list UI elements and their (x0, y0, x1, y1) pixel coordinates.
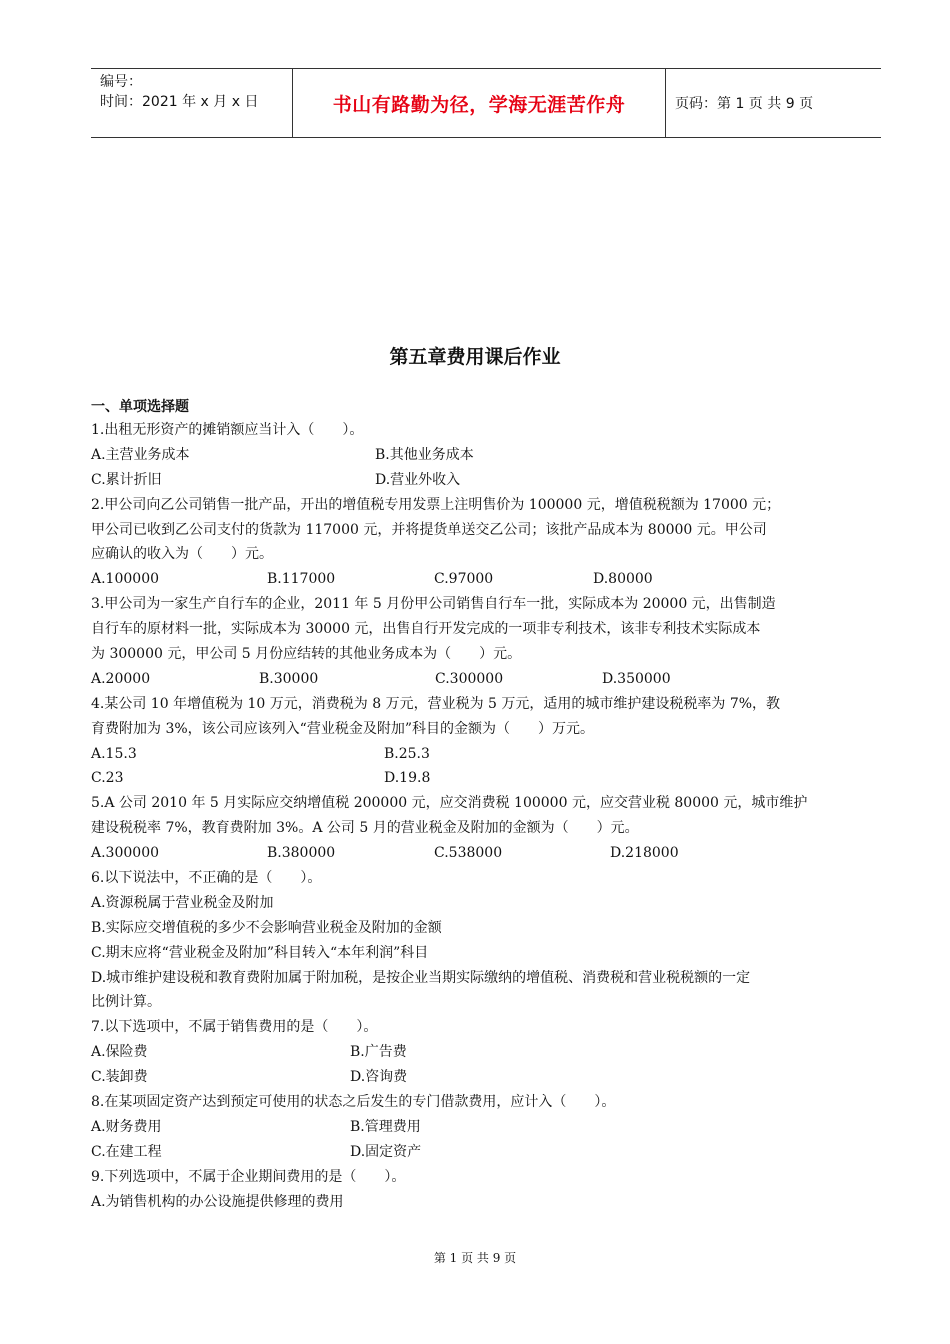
question-4-option-c: C.23 (91, 770, 124, 787)
question-6-option-c: C.期末应将“营业税金及附加”科目转入“本年利润”科目 (91, 944, 429, 961)
question-9-stem: 9.下列选项中，不属于企业期间费用的是（ ）。 (91, 1168, 406, 1185)
question-3-line-1: 3.甲公司为一家生产自行车的企业，2011 年 5 月份甲公司销售自行车一批，实际成本为 20000 元，出售制造 (91, 596, 776, 613)
question-6-option-a: A.资源税属于营业税金及附加 (91, 894, 274, 911)
question-4-options-row-1 (91, 742, 883, 767)
question-3-option-d: D.350000 (602, 670, 671, 687)
question-3-option-a: A.20000 (91, 670, 151, 687)
question-2-line-3: 应确认的收入为（ ）元。 (91, 546, 273, 563)
document-time-label: 时间：2021 年 x 月 x 日 (100, 94, 259, 110)
question-7-option-d: D.咨询费 (350, 1069, 408, 1086)
question-8-option-b: B.管理费用 (350, 1118, 421, 1135)
question-2-option-a: A.100000 (91, 571, 160, 588)
question-5-option-a: A.300000 (91, 845, 160, 862)
question-6-option-d-line-2: 比例计算。 (91, 994, 161, 1011)
question-5-option-b: B.380000 (267, 845, 336, 862)
question-3-options (91, 667, 883, 692)
question-1-option-a: A.主营业务成本 (91, 446, 190, 463)
question-5-option-d: D.218000 (610, 845, 679, 862)
question-4-option-b: B.25.3 (384, 745, 430, 762)
question-1-options-row-1 (91, 443, 883, 468)
header-info-cell (91, 69, 293, 137)
question-4-line-1: 4.某公司 10 年增值税为 10 万元，消费税为 8 万元，营业税为 5 万元，适用的城市维护建设税税率为 7%，教 (91, 695, 781, 712)
question-6-stem: 6.以下说法中，不正确的是（ ）。 (91, 870, 322, 887)
question-5-line-1: 5.A 公司 2010 年 5 月实际应交纳增值税 200000 元，应交消费税 100000 元，应交营业税 80000 元，城市维护 (91, 795, 808, 812)
question-1-option-d: D.营业外收入 (375, 471, 461, 488)
page-title: 第五章费用课后作业 (389, 346, 561, 368)
question-7-options-row-1 (91, 1040, 883, 1065)
question-8-option-d: D.固定资产 (350, 1143, 422, 1160)
question-4-options-row-2 (91, 766, 883, 791)
question-2-option-b: B.117000 (267, 571, 336, 588)
page-footer: 第 1 页 共 9 页 (433, 1251, 517, 1265)
question-7-options-row-2 (91, 1065, 883, 1090)
question-8-option-c: C.在建工程 (91, 1143, 162, 1160)
question-8-option-a: A.财务费用 (91, 1118, 162, 1135)
question-8-stem: 8.在某项固定资产达到预定可使用的状态之后发生的专门借款费用，应计入（ ）。 (91, 1094, 616, 1111)
question-7-option-b: B.广告费 (350, 1044, 407, 1061)
question-2-line-1: 2.甲公司向乙公司销售一批产品，开出的增值税专用发票上注明售价为 100000 元，增值税税额为 17000 元； (91, 496, 781, 513)
question-3-line-3: 为 300000 元，甲公司 5 月份应结转的其他业务成本为（ ）元。 (91, 646, 522, 663)
question-8-options-row-2 (91, 1140, 883, 1165)
question-1-option-c: C.累计折旧 (91, 471, 162, 488)
document-number-label: 编号： (100, 74, 142, 90)
question-list (91, 418, 883, 1215)
question-6-option-b: B.实际应交增值税的多少不会影响营业税金及附加的金额 (91, 919, 442, 936)
question-4-line-2: 育费附加为 3%，该公司应该列入“营业税金及附加”科目的金额为（ ）万元。 (91, 720, 594, 737)
question-2-line-2: 甲公司已收到乙公司支付的货款为 117000 元，并将提货单送交乙公司；该批产品成本为 80000 元。甲公司 (91, 521, 767, 538)
question-5-options (91, 841, 883, 866)
header-page-cell (666, 69, 881, 137)
question-7-stem: 7.以下选项中，不属于销售费用的是（ ）。 (91, 1019, 378, 1036)
header-motto: 书山有路勤为径，学海无涯苦作舟 (332, 93, 626, 116)
question-3-option-b: B.30000 (259, 670, 319, 687)
question-8-options-row-1 (91, 1115, 883, 1140)
question-3-option-c: C.300000 (435, 670, 504, 687)
question-4-option-a: A.15.3 (91, 745, 137, 762)
question-1-option-b: B.其他业务成本 (375, 446, 474, 463)
question-2-option-c: C.97000 (434, 571, 494, 588)
question-7-option-a: A.保险费 (91, 1044, 148, 1061)
question-1-options-row-2 (91, 468, 883, 493)
question-6-option-d-line-1: D.城市维护建设税和教育费附加属于附加税，是按企业当期实际缴纳的增值税、消费税和营业税税额的一定 (91, 969, 751, 986)
question-5-option-c: C.538000 (434, 845, 503, 862)
question-5-line-2: 建设税税率 7%，教育费附加 3%。A 公司 5 月的营业税金及附加的金额为（ ）元。 (91, 820, 639, 837)
question-2-options (91, 567, 883, 592)
question-3-line-2: 自行车的原材料一批，实际成本为 30000 元，出售自行开发完成的一项非专利技术，该非专利技术实际成本 (91, 621, 761, 638)
question-4-option-d: D.19.8 (384, 770, 431, 787)
question-7-option-c: C.装卸费 (91, 1069, 148, 1086)
page-header (91, 68, 881, 138)
question-1-stem: 1.出租无形资产的摊销额应当计入（ ）。 (91, 422, 364, 438)
section-heading: 一、单项选择题 (91, 399, 189, 415)
header-page-info: 页码：第 1 页 共 9 页 (675, 96, 814, 112)
header-motto-cell (293, 69, 666, 137)
question-2-option-d: D.80000 (593, 571, 653, 588)
question-9-option-a: A.为销售机构的办公设施提供修理的费用 (91, 1193, 344, 1210)
